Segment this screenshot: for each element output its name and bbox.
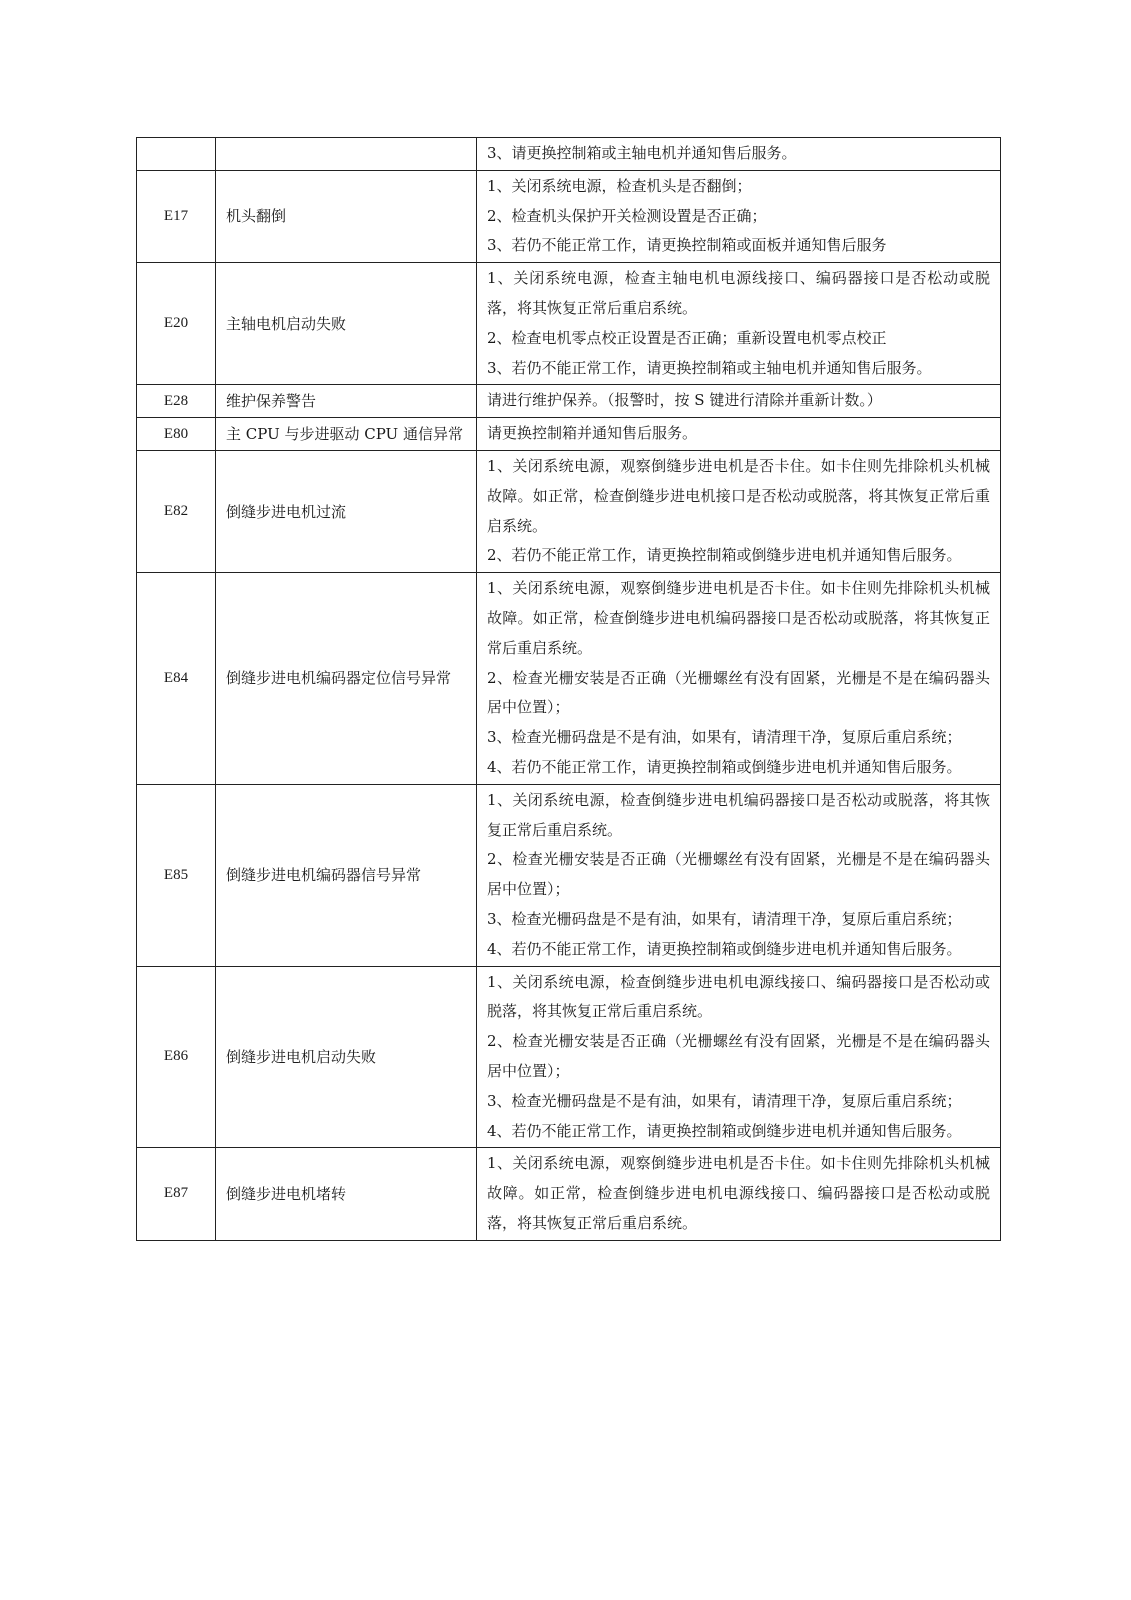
solution-step: 1、关闭系统电源，观察倒缝步进电机是否卡住。如卡住则先排除机头机械故障。如正常，检查倒缝步进电机电源线接口、编码器接口是否松动或脱落，将其恢复正常后重启系统。 xyxy=(487,1154,990,1232)
solution-step: 3、检查光栅码盘是不是有油，如果有，请清理干净，复原后重启系统； xyxy=(487,1091,962,1110)
solution-step: 3、若仍不能正常工作，请更换控制箱或面板并通知售后服务 xyxy=(487,236,887,255)
error-name: 倒缝步进电机编码器定位信号异常 xyxy=(216,573,477,785)
solution-step: 3、请更换控制箱或主轴电机并通知售后服务。 xyxy=(487,144,797,162)
table-row xyxy=(137,138,1001,171)
solution-step: 4、若仍不能正常工作，请更换控制箱或倒缝步进电机并通知售后服务。 xyxy=(487,757,962,776)
table-row xyxy=(137,263,1001,385)
solution-step: 1、关闭系统电源，观察倒缝步进电机是否卡住。如卡住则先排除机头机械故障。如正常，检查倒缝步进电机接口是否松动或脱落，将其恢复正常后重启系统。 xyxy=(487,456,990,535)
solution-step: 1、关闭系统电源，检查主轴电机电源线接口、编码器接口是否松动或脱落，将其恢复正常后重启系统。 xyxy=(487,269,990,317)
error-code: E87 xyxy=(137,1148,216,1240)
error-name xyxy=(216,138,477,171)
solution-cell xyxy=(477,385,1001,418)
solution-cell xyxy=(477,450,1001,572)
error-name: 维护保养警告 xyxy=(216,385,477,418)
error-code: E20 xyxy=(137,263,216,385)
solution-step: 2、检查光栅安装是否正确（光栅螺丝有没有固紧，光栅是不是在编码器头居中位置）； xyxy=(487,850,990,899)
table-row xyxy=(137,784,1001,966)
solution-cell xyxy=(477,138,1001,171)
solution-step: 1、关闭系统电源，检查倒缝步进电机电源线接口、编码器接口是否松动或脱落，将其恢复正常后重启系统。 xyxy=(487,972,990,1021)
table-row xyxy=(137,418,1001,451)
error-code: E86 xyxy=(137,966,216,1148)
solution-step: 3、检查光栅码盘是不是有油，如果有，请清理干净，复原后重启系统； xyxy=(487,909,962,928)
error-code: E80 xyxy=(137,418,216,451)
error-name: 倒缝步进电机堵转 xyxy=(216,1148,477,1240)
error-name: 主轴电机启动失败 xyxy=(216,263,477,385)
error-code-table xyxy=(136,137,1001,1241)
solution-cell xyxy=(477,170,1001,262)
solution-cell xyxy=(477,1148,1001,1240)
solution-step: 4、若仍不能正常工作，请更换控制箱或倒缝步进电机并通知售后服务。 xyxy=(487,939,962,958)
solution-step: 3、若仍不能正常工作，请更换控制箱或主轴电机并通知售后服务。 xyxy=(487,358,932,377)
error-name: 倒缝步进电机过流 xyxy=(216,450,477,572)
solution-step: 1、关闭系统电源，观察倒缝步进电机是否卡住。如卡住则先排除机头机械故障。如正常，检查倒缝步进电机编码器接口是否松动或脱落，将其恢复正常后重启系统。 xyxy=(487,579,990,657)
solution-step: 请更换控制箱并通知售后服务。 xyxy=(487,424,698,443)
solution-cell xyxy=(477,263,1001,385)
error-name: 机头翻倒 xyxy=(216,170,477,262)
error-code: E84 xyxy=(137,573,216,785)
error-name: 倒缝步进电机编码器信号异常 xyxy=(216,784,477,966)
error-code: E85 xyxy=(137,784,216,966)
table-row xyxy=(137,1148,1001,1240)
table-row xyxy=(137,966,1001,1148)
error-code: E17 xyxy=(137,170,216,262)
table-row xyxy=(137,170,1001,262)
solution-step: 1、关闭系统电源，检查倒缝步进电机编码器接口是否松动或脱落，将其恢复正常后重启系统。 xyxy=(487,790,990,839)
solution-step: 4、若仍不能正常工作，请更换控制箱或倒缝步进电机并通知售后服务。 xyxy=(487,1121,962,1140)
table-row xyxy=(137,450,1001,572)
solution-step: 3、检查光栅码盘是不是有油，如果有，请清理干净，复原后重启系统； xyxy=(487,728,962,747)
solution-cell xyxy=(477,573,1001,785)
solution-step: 2、若仍不能正常工作，请更换控制箱或倒缝步进电机并通知售后服务。 xyxy=(487,546,962,565)
solution-step: 请进行维护保养。（报警时，按 S 键进行清除并重新计数。） xyxy=(487,391,882,410)
error-code: E28 xyxy=(137,385,216,418)
table-row xyxy=(137,385,1001,418)
table-row xyxy=(137,573,1001,785)
error-code xyxy=(137,138,216,171)
solution-cell xyxy=(477,418,1001,451)
error-name: 主 CPU 与步进驱动 CPU 通信异常 xyxy=(216,418,477,451)
solution-step: 2、检查机头保护开关检测设置是否正确； xyxy=(487,206,767,225)
solution-step: 2、检查电机零点校正设置是否正确；重新设置电机零点校正 xyxy=(487,328,887,347)
solution-step: 2、检查光栅安装是否正确（光栅螺丝有没有固紧，光栅是不是在编码器头居中位置）； xyxy=(487,1032,990,1080)
solution-step: 1、关闭系统电源，检查机头是否翻倒； xyxy=(487,176,752,195)
solution-step: 2、检查光栅安装是否正确（光栅螺丝有没有固紧，光栅是不是在编码器头居中位置）； xyxy=(487,668,990,717)
solution-cell xyxy=(477,784,1001,966)
error-code: E82 xyxy=(137,450,216,572)
solution-cell xyxy=(477,966,1001,1148)
error-name: 倒缝步进电机启动失败 xyxy=(216,966,477,1148)
